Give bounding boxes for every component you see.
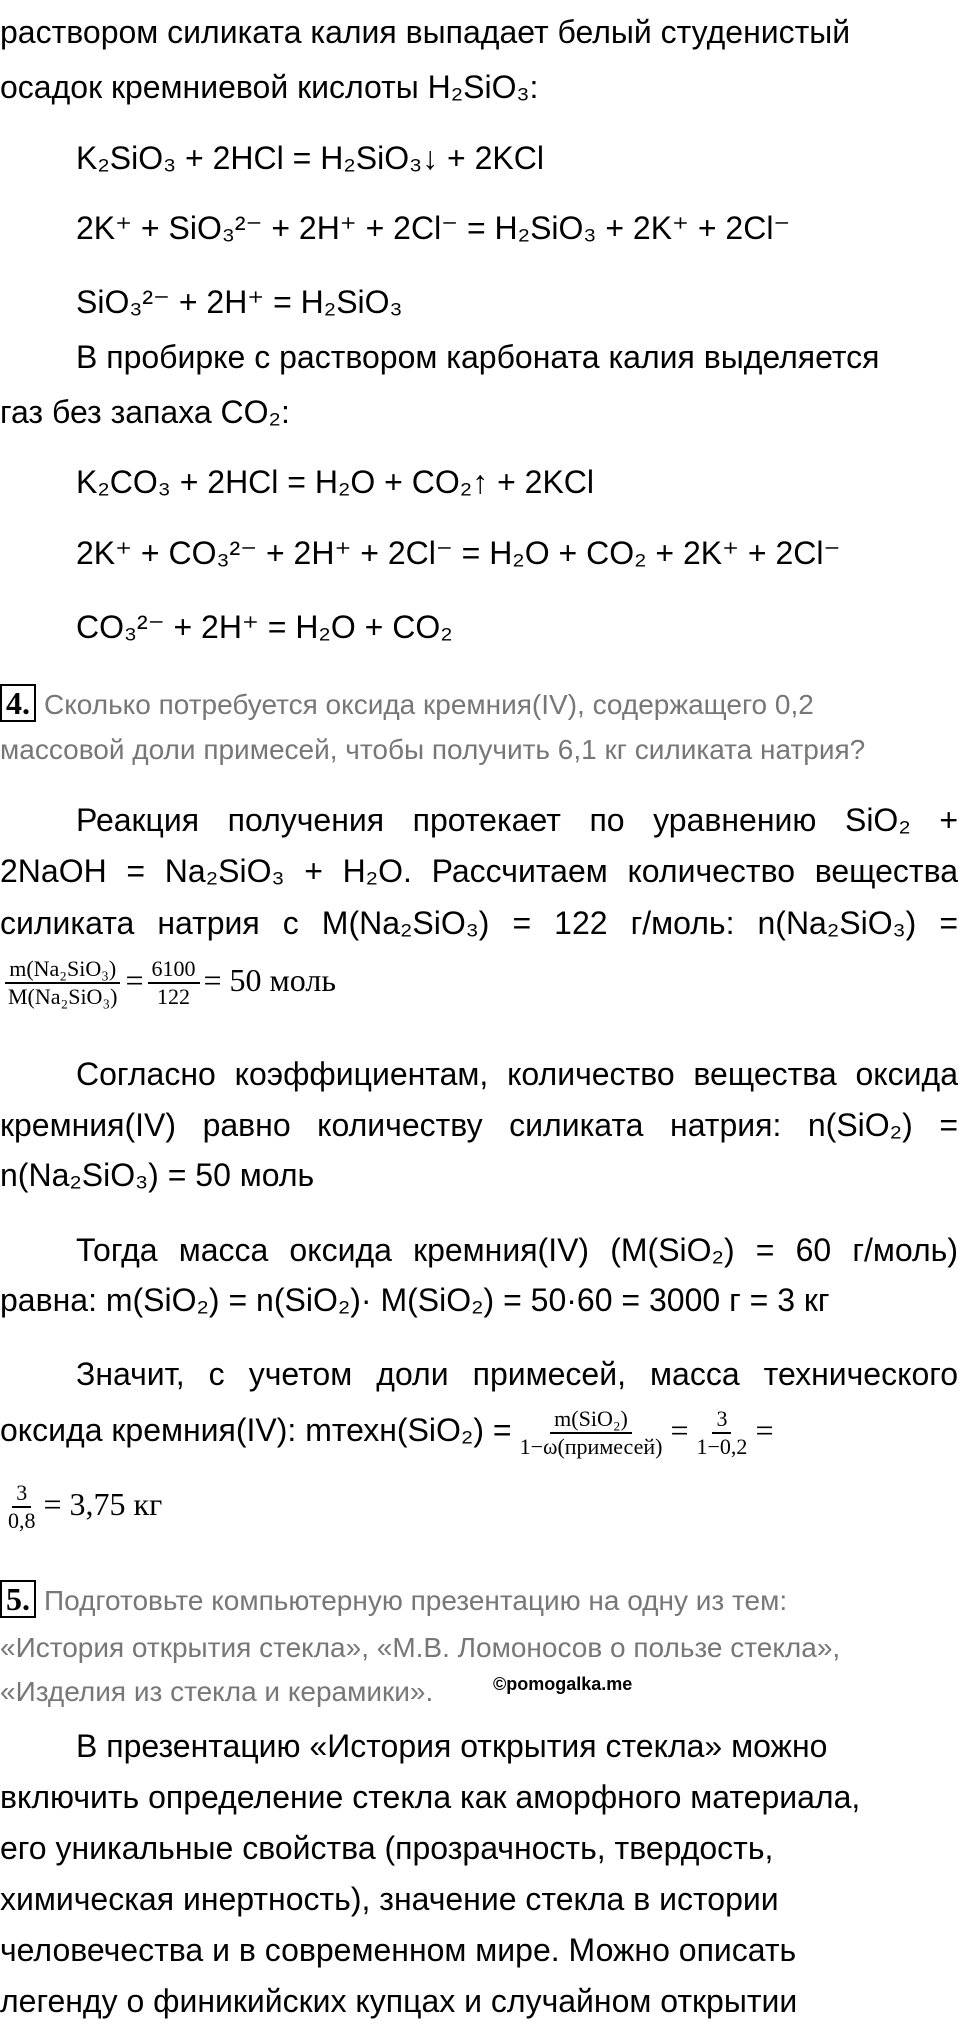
equation: CO₃²⁻ + 2H⁺ = H₂O + CO₂	[76, 609, 453, 645]
text-line: 2NaOH = Na₂SiO₃ + H₂O. Рассчитаем количество вещества	[0, 853, 958, 889]
fraction: $\frac{\text{m(SiO₂)}}{\text{1−ω(примесей)}}$	[519, 1405, 663, 1459]
equation: K₂SiO₃ + 2HCl = H₂SiO₃↓ + 2KCl	[76, 140, 544, 176]
text-line: силиката натрия с M(Na₂SiO₃) = 122 г/моль: n(Na₂SiO₃) =	[0, 905, 958, 941]
text-line: В презентацию «История открытия стекла» можно	[76, 1728, 828, 1764]
equation: K₂CO₃ + 2HCl = H₂O + CO₂↑ + 2KCl	[76, 464, 594, 500]
formula-line: $\frac{3}{0,8}$ = 3,75 кг	[0, 1474, 162, 1534]
text-line: человечества и в современном мире. Можно описать	[0, 1932, 797, 1968]
text-line: раствором силиката калия выпадает белый студенистый	[0, 14, 851, 50]
fraction: $\frac{6100}{122}$	[148, 956, 200, 1010]
text-line: Тогда масса оксида кремния(IV) (M(SiO₂) = 60 г/моль)	[76, 1232, 958, 1268]
formula-line: оксида кремния(IV): mтехн(SiO₂) = $\frac{\text{m(SiO₂)}}{\text{1−ω(примесей)}}$ = $\frac{3}{1-0,2}$ =	[0, 1405, 774, 1459]
text-line: газ без запаха CO₂:	[0, 394, 290, 430]
fraction: $\frac{3}{0,8}$	[8, 1479, 36, 1533]
question-text: «Изделия из стекла и керамики».	[0, 1676, 434, 1707]
text-line: его уникальные свойства (прозрачность, твердость,	[0, 1830, 774, 1866]
text-line: n(Na₂SiO₃) = 50 моль	[0, 1157, 315, 1193]
equation: 2K⁺ + SiO₃²⁻ + 2H⁺ + 2Cl⁻ = H₂SiO₃ + 2K⁺ + 2Cl⁻	[76, 210, 791, 246]
text-line: Значит, с учетом доли примесей, масса технического	[76, 1356, 958, 1392]
text-line: включить определение стекла как аморфного материала,	[0, 1779, 861, 1815]
fraction: $\frac{\text{m(Na₂SiO₃)}}{\text{M(Na₂SiO₃)}}$	[4, 956, 121, 1010]
text-line: легенду о финикийских купцах и случайном открытии	[0, 1983, 798, 2019]
text-line: Реакция получения протекает по уравнению SiO₂ +	[76, 802, 958, 838]
task-number: 5.	[0, 1580, 36, 1618]
task-number: 4.	[0, 684, 36, 722]
text-line: кремния(IV) равно количеству силиката натрия: n(SiO₂) =	[0, 1107, 958, 1143]
text-line: химическая инертность), значение стекла в истории	[0, 1881, 779, 1917]
watermark: ©pomogalka.me	[493, 1674, 633, 1694]
equation: SiO₃²⁻ + 2H⁺ = H₂SiO₃	[76, 284, 403, 320]
text-line: В пробирке с раствором карбоната калия выделяется	[76, 339, 880, 375]
question-text: Подготовьте компьютерную презентацию на одну из тем:	[44, 1585, 788, 1616]
question-text: Сколько потребуется оксида кремния(IV), содержащего 0,2	[44, 689, 814, 720]
task-4-question	[0, 684, 814, 725]
equation: 2K⁺ + CO₃²⁻ + 2H⁺ + 2Cl⁻ = H₂O + CO₂ + 2K⁺ + 2Cl⁻	[76, 535, 841, 571]
task-5-question	[0, 1580, 787, 1621]
question-text: массовой доли примесей, чтобы получить 6,1 кг силиката натрия?	[0, 734, 866, 765]
question-text: «История открытия стекла», «М.В. Ломоносов о пользе стекла»,	[0, 1632, 841, 1663]
formula-line: $\frac{\text{m(Na₂SiO₃)}}{\text{M(Na₂SiO₃)}}$ = $\frac{6100}{122}$ = 50 моль	[0, 950, 336, 1010]
fraction: $\frac{3}{1-0,2}$	[696, 1405, 748, 1459]
text-line: равна: m(SiO₂) = n(SiO₂)· M(SiO₂) = 50·60 = 3000 г = 3 кг	[0, 1282, 830, 1318]
text-line: Согласно коэффициентам, количество вещества оксида	[76, 1056, 958, 1092]
text-line: осадок кремниевой кислоты H₂SiO₃:	[0, 69, 539, 105]
